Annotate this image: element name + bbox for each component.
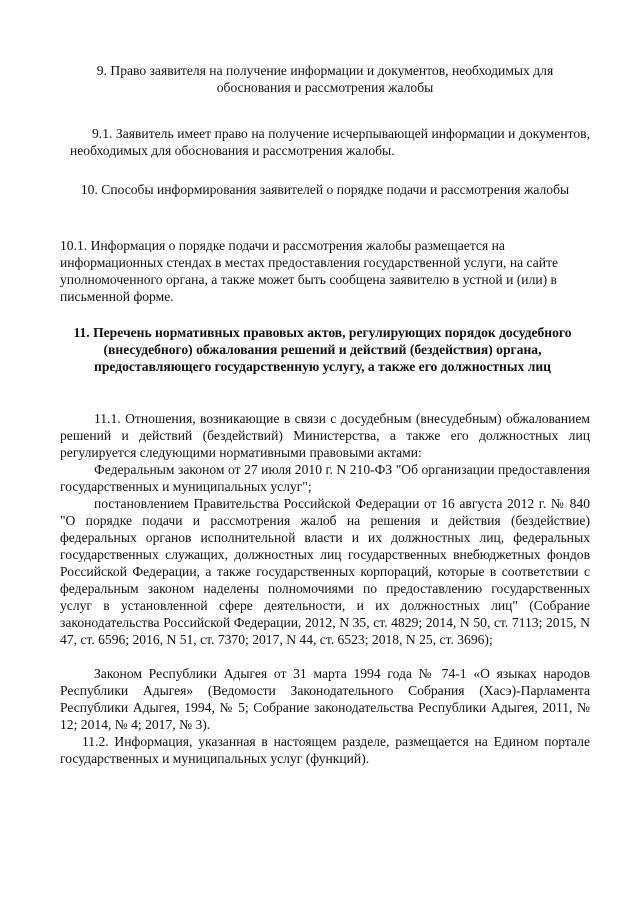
section-11-1-government-decree-840: постановлением Правительства Российской Федерации от 16 августа 2012 г. № 840 "О порядке подачи и рассмотрения жалоб на решения и действия (бездействие) федеральных органов исполнительной власти и их должностных лиц, федеральных государственных служащих, должностных лиц государственных внебюджетных фондов Российской Федерации, а также государственных корпораций, которые в соответствии с федеральным законом наделены полномочиями по предоставлению государственных услуг в установленной сфере деятельности, и их должностных лиц" (Собрание законодательства Российской Федерации, 2012, N 35, ст. 4829; 2014, N 50, ст. 7113; 2015, N 47, ст. 6596; 2016, N 51, ст. 7370; 2017, N 44, ст. 6523; 2018, N 25, ст. 3696); [60,496,590,647]
section-10-heading: 10. Способы информирования заявителей о порядке подачи и рассмотрения жалобы [80,182,570,197]
section-11-1-adygea-law-74: Законом Республики Адыгея от 31 марта 1994 года № 74-1 «О языках народов Республики Адыгея» (Ведомости Законодательного Собрания (Хасэ)-Парламента Республики Адыгея, 1994, № 5; Собрание законодательства Республики Адыгея, 2011, № 12; 2014, № 4; 2017, № 3). [60,666,590,732]
section-9-heading: 9. Право заявителя на получение информации и документов, необходимых для обоснования и рассмотрения жалобы [96,63,554,95]
section-10-1-paragraph: 10.1. Информация о порядке подачи и рассмотрения жалобы размещается на информационных стендах в местах предоставления государственной услуги, на сайте уполномоченного органа, а также может быть сообщена заявителю в устной и (или) в письменной форме. [60,238,559,304]
section-11-heading: 11. Перечень нормативных правовых актов, регулирующих порядок досудебного (внесудебного) обжалования решений и действий (бездействия) органа, предоставляющего государственную услугу, а также его должностных лиц [73,325,572,374]
section-9-1-paragraph: 9.1. Заявитель имеет право на получение исчерпывающей информации и документов, необходимых для обоснования и рассмотрения жалобы. [70,126,590,158]
section-11-1-federal-law-210: Федеральным законом от 27 июля 2010 г. N 210-ФЗ "Об организации предоставления государственных и муниципальных услуг"; [60,462,590,494]
section-11-2-paragraph: 11.2. Информация, указанная в настоящем разделе, размещается на Едином портале государственных и муниципальных услуг (функций). [60,734,590,766]
section-11-1-intro: 11.1. Отношения, возникающие в связи с досудебным (внесудебным) обжалованием решений и действий (бездействий) Министерства, а также его должностных лиц регулируется следующими нормативными правовыми актами: [60,411,590,460]
